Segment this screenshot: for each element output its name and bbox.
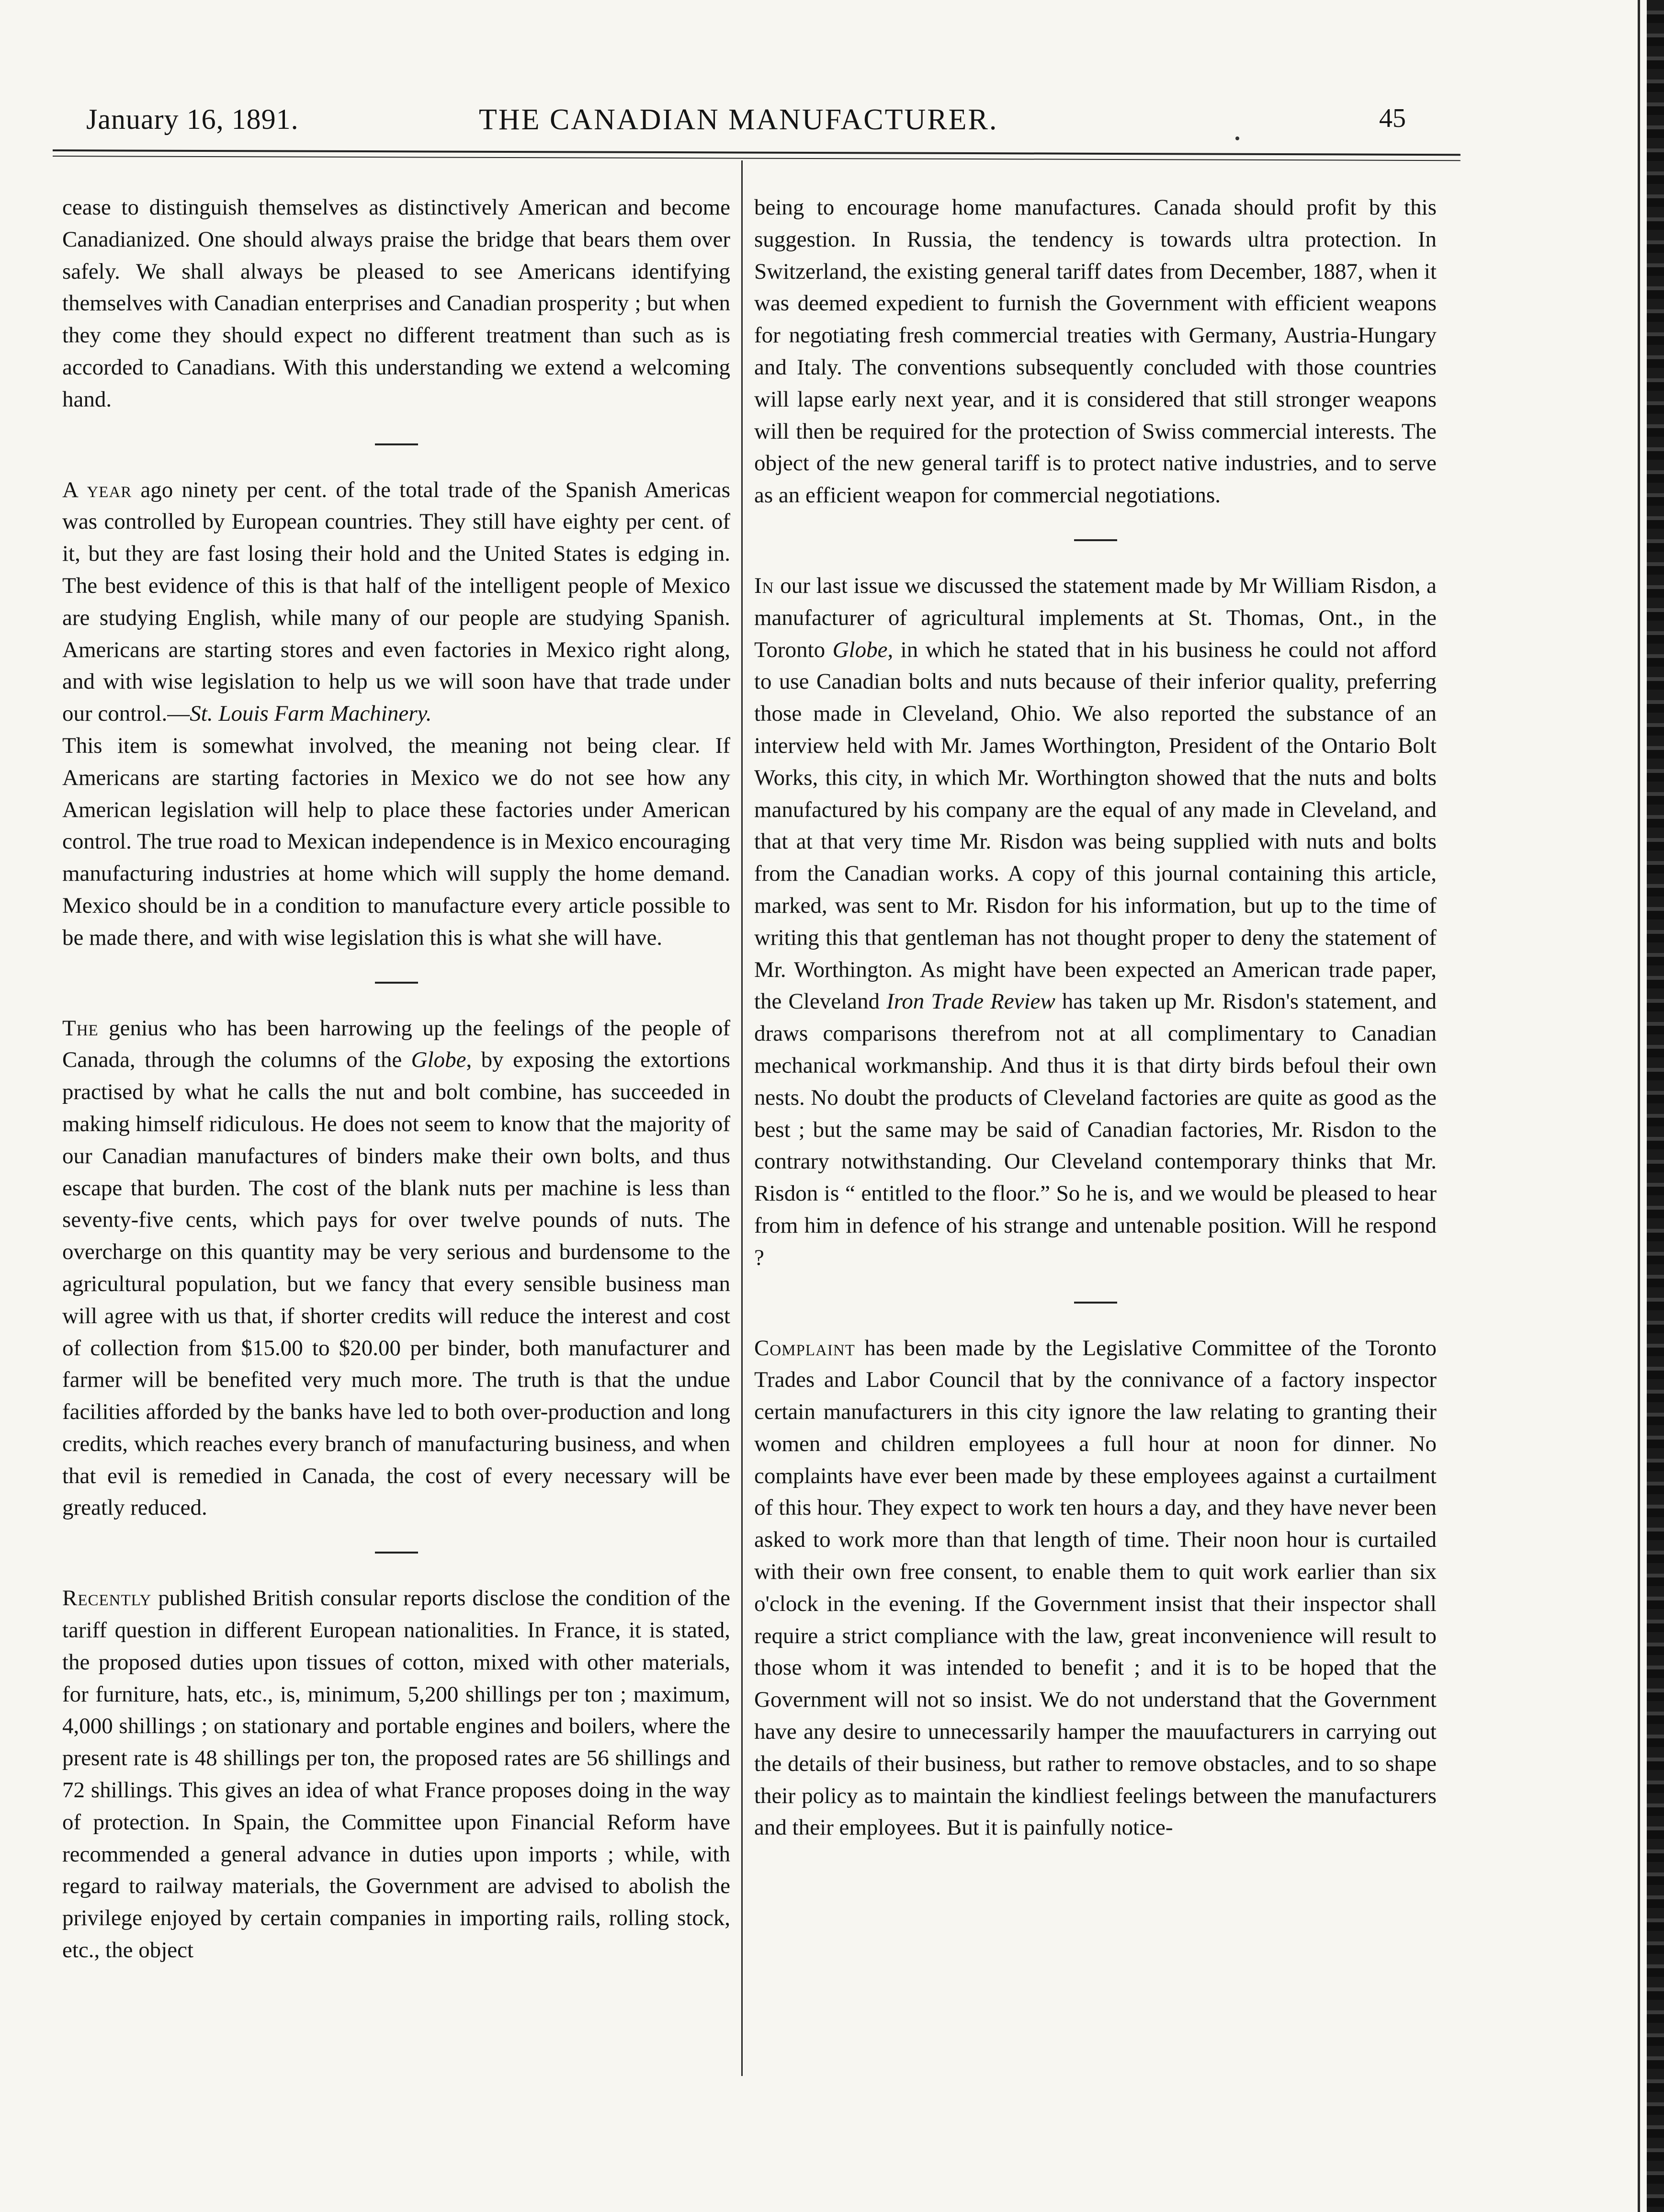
article-consular-reports [62,1582,730,1966]
article-body: published British consular reports disclose the condition of the tariff question in different European nationalities. In France, it is stated, the proposed duties upon tissues of cotton, mixed with other materials, for furniture, hats, etc., is, minimum, 5,200 shillings per ton ; maximum, 4,000 shillings ; on stationary and portable engines and boilers, where the present rate is 48 shillings per ton, the proposed rates are 56 shillings and 72 shillings. This gives an idea of what France proposes doing in the way of protection. In Spain, the Committee upon Financial Reform have recommended a general advance in duties upon imports ; while, with regard to railway materials, the Government are advised to abolish the privilege enjoyed by certain companies in importing rails, rolling stock, etc., the object [62,1586,730,1963]
print-speck [1235,136,1239,140]
article-complaint [754,1332,1437,1844]
article-separator [1074,539,1117,541]
article-spanish-americas [62,474,730,730]
header-rule [53,149,1460,156]
page-header [57,103,1446,141]
article-separator [375,982,418,984]
binding-edge [1647,0,1664,2212]
article-body: genius who has been harrowing up the feelings of the people of Canada, through the columns of the [62,1015,730,1073]
article-body: our last issue we discussed the statement made by Mr William Risdon, a manufacturer of agricultural implements at St. Thomas, Ont., in the Toronto [754,573,1437,662]
article-comment: This item is somewhat involved, the meaning not being clear. If Americans are starting factories in Mexico we do not see how any American legislation will help to place these factories under American control. The true road to Mexican independence is in Mexico encouraging manufacturing industries at home which will supply the home demand. Mexico should be in a condition to manufacture every article possible to be made there, and with wise legislation this is what she will have. [62,733,730,950]
page-number: 45 [1379,103,1406,133]
article-continuation-text: cease to distinguish themselves as distinctively American and become Canadianized. One should always praise the bridge that bears them over safely. We shall always be pleased to see Americans identifying themselves with Canadian enterprises and Canadian prosperity ; but when they come they should expect no different treatment than such as is accorded to Canadians. With this understanding we extend a welcoming hand. [62,195,730,412]
header-title: THE CANADIAN MANUFACTURER. [479,103,998,136]
article-lead: In [754,573,774,598]
article-risdon [754,570,1437,1274]
column-divider [741,160,743,2076]
newspaper-name: Globe [832,637,888,662]
header-rule-thin [53,156,1460,161]
header-date: January 16, 1891. [86,103,299,135]
article-separator [375,1552,418,1554]
trade-paper-name: Iron Trade Review [886,989,1055,1014]
article-nut-bolt-combine [62,1012,730,1524]
article-body: , by exposing the extortions practised by what he calls the nut and bolt combine, has succeeded in making himself ridiculous. He does not seem to know that the majority of our Canadian manufactures of binders make their own bolts, and thus escape that burden. The cost of the blank nuts per machine is less than seventy-five cents, which pays for over twelve pounds of nuts. The overcharge on this quantity may be very serious and burdensome to the agricultural population, but we fancy that every sensible business man will agree with us that, if shorter credits will reduce the interest and cost of collection from $15.00 to $20.00 per binder, both manufacturer and farmer will be benefited very much more. The truth is that the undue facilities afforded by the banks have led to both over-production and long credits, which reaches every branch of manufacturing business, and when that evil is remedied in Canada, the cost of every necessary will be greatly reduced. [62,1047,730,1520]
article-consular-reports-continued: being to encourage home manufactures. Canada should profit by this suggestion. In Russia, the tendency is towards ultra protection. In Switzerland, the existing general tariff dates from December, 1887, when it was deemed expedient to furnish the Government with efficient weapons for negotiating fresh commercial treaties with Germany, Austria-Hungary and Italy. The conventions subsequently concluded with those countries will lapse early next year, and it is considered that still stronger weapons will then be required for the protection of Swiss commercial interests. The object of the new general tariff is to protect native industries, and to serve as an efficient weapon for commercial negotiations. [754,195,1437,508]
article-body: , in which he stated that in his business he could not afford to use Canadian bolts and nuts because of their inferior quality, preferring those made in Cleveland, Ohio. We also reported the substance of an interview held with Mr. James Worthington, President of the Ontario Bolt Works, this city, in which Mr. Worthington showed that the nuts and bolts manufactured by his company are the equal of any made in Cleveland, and that at that very time Mr. Risdon was being supplied with nuts and bolts from the Canadian works. A copy of this journal containing this article, marked, was sent to Mr. Risdon for his information, but up to the time of writing this that gentleman has not thought proper to deny the statement of Mr. Worthington. As might have been expected an American trade paper, the Cleveland [754,637,1437,1014]
right-column [754,192,1437,1844]
article-lead: A year [62,477,132,502]
left-column [62,192,730,1966]
binding-shadow-line [1638,0,1640,2212]
article-body: ago ninety per cent. of the total trade of the Spanish Americas was controlled by European countries. They still have eighty per cent. of it, but they are fast losing their hold and the United States is edging in. The best evidence of this is that half of the intelligent people of Mexico are studying English, while many of our people are studying Spanish. Americans are starting stores and even factories in Mexico right along, and with wise legislation to help us we will soon have that trade under our control.— [62,477,730,726]
article-body: has taken up Mr. Risdon's statement, and draws comparisons therefrom not at all complimentary to Canadian mechanical workmanship. And thus it is that dirty birds befoul their own nests. No doubt the products of Cleveland factories are quite as good as the best ; but the same may be said of Canadian factories, Mr. Risdon to the contrary notwithstanding. Our Cleveland contemporary thinks that Mr. Risdon is “ entitled to the floor.” So he is, and we would be pleased to hear from him in defence of his strange and untenable position. Will he respond ? [754,989,1437,1270]
article-source: St. Louis Farm Machinery. [190,701,432,726]
article-separator [1074,1302,1117,1304]
article-lead: Recently [62,1586,152,1611]
newspaper-name: Globe [411,1047,466,1073]
article-lead: The [62,1015,99,1041]
article-separator [375,443,418,445]
article-lead: Complaint [754,1335,855,1361]
article-body: has been made by the Legislative Committee of the Toronto Trades and Labor Council that by the connivance of a factory inspector certain manufacturers in this city ignore the law relating to granting their women and children employees a full hour at noon for dinner. No complaints have ever been made by these employees against a curtailment of this hour. They expect to work ten hours a day, and they have never been asked to work more than that length of time. Their noon hour is curtailed with their own free consent, to enable them to quit work earlier than six o'clock in the evening. If the Government insist that their inspector shall require a strict compliance with the law, great inconvenience will result to those whom it was intended to benefit ; and it is to be hoped that the Government will not so insist. We do not understand that the Government have any desire to unnecessarily hamper the mauufacturers in carrying out the details of their business, but rather to remove obstacles, and to so shape their policy as to maintain the kindliest feelings between the manufacturers and their employees. But it is painfully notice- [754,1335,1437,1840]
